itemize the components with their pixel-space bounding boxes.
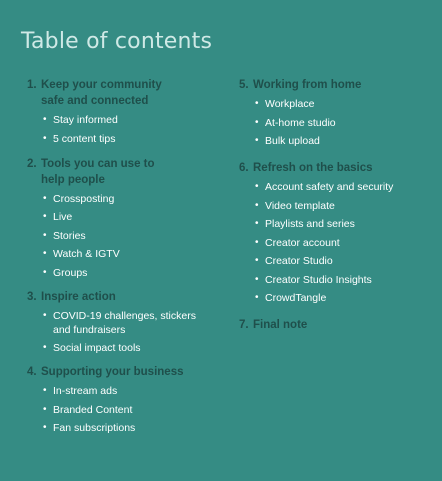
bullet-icon: •: [255, 181, 259, 192]
section-number: 1.: [27, 79, 37, 91]
toc-section-4[interactable]: [27, 364, 227, 435]
section-number: 5.: [239, 79, 249, 91]
list-item[interactable]: • Video template: [255, 199, 335, 212]
bullet-icon: •: [255, 199, 259, 211]
bullet-icon: •: [43, 342, 47, 353]
section-number: 2.: [27, 157, 37, 170]
section-title: Working from home: [253, 79, 362, 91]
list-item[interactable]: • Social impact tools: [43, 342, 141, 354]
bullet-icon: •: [43, 385, 47, 396]
list-item[interactable]: • Live: [43, 211, 73, 223]
list-item[interactable]: • At-home studio: [255, 116, 336, 129]
bullet-icon: •: [43, 229, 47, 241]
bullet-icon: •: [43, 248, 47, 259]
list-item[interactable]: • Workplace: [255, 98, 315, 110]
list-item[interactable]: • Account safety and security: [255, 181, 394, 193]
list-item[interactable]: • Crossposting: [43, 192, 115, 205]
list-item[interactable]: • In-stream ads: [43, 385, 118, 397]
toc-section-5[interactable]: [239, 77, 439, 148]
toc-section-6[interactable]: [239, 160, 439, 305]
list-item[interactable]: • COVID-19 challenges, stickers and fundraisers: [43, 309, 196, 336]
list-item[interactable]: • Bulk upload: [255, 135, 320, 147]
bullet-icon: •: [43, 403, 47, 415]
list-item[interactable]: • Stay informed: [43, 114, 118, 126]
bullet-icon: •: [255, 135, 259, 146]
section-title: Keep your community safe and connected: [41, 79, 162, 107]
section-title: Inspire action: [41, 290, 116, 303]
bullet-icon: •: [43, 132, 47, 144]
bullet-icon: •: [43, 192, 47, 204]
toc-section-3[interactable]: [27, 289, 227, 356]
bullet-icon: •: [43, 211, 47, 222]
list-item[interactable]: • Creator Studio: [255, 255, 333, 267]
bullet-icon: •: [255, 273, 259, 285]
bullet-icon: •: [255, 218, 259, 229]
bullet-icon: •: [43, 114, 47, 125]
section-number: 7.: [239, 319, 249, 331]
list-item[interactable]: • Groups: [43, 266, 88, 279]
list-item[interactable]: • Stories: [43, 229, 86, 242]
bullet-icon: •: [255, 98, 259, 109]
toc-section-7[interactable]: [239, 317, 439, 333]
bullet-icon: •: [43, 422, 47, 433]
bullet-icon: •: [43, 266, 47, 278]
list-item[interactable]: • Watch & IGTV: [43, 248, 120, 260]
list-item[interactable]: • 5 content tips: [43, 132, 116, 145]
toc-section-1[interactable]: [27, 77, 227, 146]
list-item[interactable]: • Creator Studio Insights: [255, 273, 372, 286]
section-number: 6.: [239, 162, 249, 174]
toc-column-left: [27, 77, 227, 440]
section-number: 3.: [27, 290, 37, 303]
bullet-icon: •: [255, 116, 259, 128]
list-item[interactable]: • CrowdTangle: [255, 292, 327, 304]
list-item[interactable]: • Fan subscriptions: [43, 422, 136, 434]
bullet-icon: •: [255, 236, 259, 248]
section-number: 4.: [27, 366, 37, 378]
section-title: Refresh on the basics: [253, 162, 373, 174]
bullet-icon: •: [43, 309, 47, 321]
page-title: Table of contents: [21, 29, 213, 54]
section-title: Supporting your business: [41, 366, 184, 378]
bullet-icon: •: [255, 292, 259, 303]
toc-column-right: [239, 77, 439, 333]
list-item[interactable]: • Playlists and series: [255, 218, 355, 230]
bullet-icon: •: [255, 255, 259, 266]
list-item[interactable]: • Branded Content: [43, 403, 133, 416]
toc-section-2[interactable]: [27, 156, 227, 280]
list-item[interactable]: • Creator account: [255, 236, 340, 249]
section-title: Tools you can use to help people: [41, 157, 155, 186]
section-title: Final note: [253, 319, 308, 331]
